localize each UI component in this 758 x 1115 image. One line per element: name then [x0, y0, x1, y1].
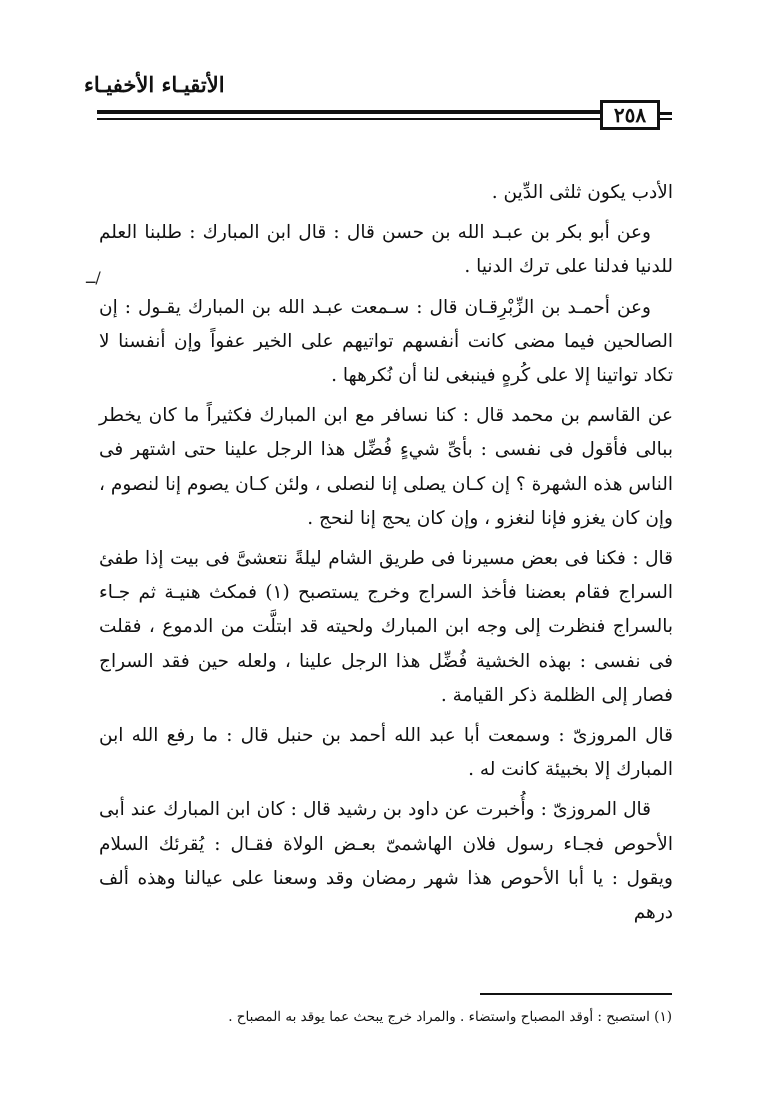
paragraph: الأدب يكون ثلثى الدِّين .: [491, 182, 673, 203]
header-rule-tick: [660, 112, 672, 115]
running-header-title: الأتقيـاء الأخفيـاء: [84, 72, 225, 97]
margin-mark: ــ/: [86, 268, 101, 287]
paragraph: قال : فكنا فى بعض مسيرنا فى طريق الشام ليلةً نتعشىَّ فى بيت إذا طفئ السراج فقام بعضنا فأخذ السراج وخرج يستصبح (١) فمكث هنيـة ثم جـاء بالسراج فنظرت إلى وجه ابن المبارك ولحيته قد ابتلَّت من الدموع ، فقلت فى نفسى : بهذه الخشية فُضِّل هذا الرجل علينا ، ولعله حين فقد السراج فصار إلى الظلمة ذكر القيامة .: [99, 548, 673, 706]
footnote-rule: [480, 993, 672, 995]
paragraph: وعن أبو بكر بن عبـد الله بن حسن قال : قال ابن المبارك : طلبنا العلم للدنيا فدلنا على ترك الدنيا .: [99, 222, 673, 278]
paragraph: وعن أحمـد بن الزِّبْرِقـان قال : سـمعت عبـد الله بن المبارك يقـول : إن الصالحين فيما مضى كانت أنفسهم تواتيهم على الخير عفواً وإن أنفسنا لا تكاد تواتينا إلا على كُرهٍ فينبغى لنا أن نُكرهها .: [99, 296, 673, 387]
header-rule-tick-thin: [660, 118, 672, 120]
body-text: [99, 176, 673, 936]
page-number: ٢٥٨: [600, 100, 660, 130]
header-rule-thin: [97, 118, 600, 120]
paragraph: قال المروزىّ : وأُخبرت عن داود بن رشيد قال : كان ابن المبارك عند أبى الأحوص فجـاء رسول فلان الهاشمىّ بعـض الولاة فقـال : يُقرئك السلام ويقول : يا أبا الأحوص هذا شهر رمضان وقد وسعنا على عيالنا وهذه ألف درهم: [99, 799, 673, 924]
footnote: (١) استصبح : أوقد المصباح واستضاء . والمراد خرج يبحث عما يوقد به المصباح .: [228, 1009, 672, 1025]
paragraph: عن القاسم بن محمد قال : كنا نسافر مع ابن المبارك فكثيراً ما كان يخطر ببالى فأقول فى نفسى : بأىِّ شيءٍ فُضِّل هذا الرجل علينا حتى اشتهر فى الناس هذه الشهرة ؟ إن كـان يصلى إنا لنصلى ، ولئن كـان يصوم إنا لنصوم ، وإن كان يغزو فإنا لنغزو ، وإن كان يحج إنا لنحج .: [99, 405, 673, 529]
header-rule-thick: [97, 110, 600, 114]
paragraph: قال المروزىّ : وسمعت أبا عبد الله أحمد بن حنبل قال : ما رفع الله ابن المبارك إلا بخبيئة كانت له .: [99, 725, 673, 781]
